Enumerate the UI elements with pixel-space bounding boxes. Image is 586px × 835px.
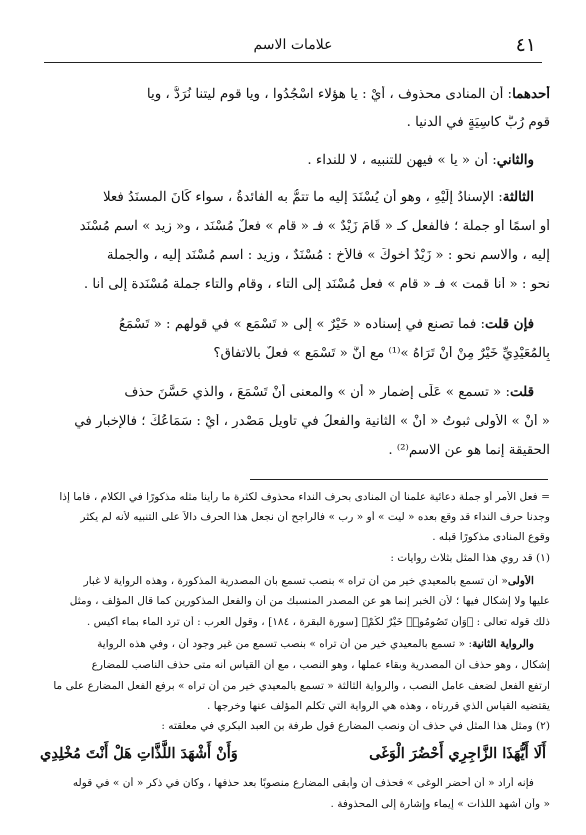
header-rule <box>44 62 542 63</box>
p3-line-2: أو اسمًا أو جملة ؛ فالفعل كـ « قَامَ زَيْدٌ » فـ « قام » فعلٌ مُسْنَد ، و« زيد » اسم مُسْنَد <box>79 219 550 234</box>
fn0-line-3: وقوع المنادى مذكورًا قبله . <box>432 531 550 543</box>
fn1-line-6: إشكال ، وهو حذف أن المصدرية وبقاء عملها ، وهو النصب ، مع أن القياس أنه متى حذف الناصب للمضارع <box>91 659 550 671</box>
p1-text-1: : أن المنادى محذوف ، أَيْ : يا هؤلاء اسْجُدُوا ، ويا قوم ليتنا نُرَدُّ ، ويا <box>146 87 513 102</box>
fn1-line-1: (١) قد روي هذا المثل بثلاث روايات : <box>390 552 550 564</box>
fn1-line-7: ارتفع الفعل لضعف عامل النصب ، والرواية الثالثة « تسمع بالمعيدي خير من أن تراه » برفع الفعل المضارع على ما <box>53 680 550 692</box>
p3-line-1 <box>40 189 534 205</box>
fn1-text-2: « أن تسمع بالمعيدي خير من أن تراه » بنصب تسمع بأن المصدرية المذكورة ، وهذه الرواية لا غبار <box>83 575 508 587</box>
p4-text-1: : فما تصنع في إسناده « خَيْرٌ » إلى « تَسْمَع » في قولهم : « تَسْمَعُ <box>118 317 486 332</box>
fn1-line-4: ذلك قوله تعالى : ﴿وَأَن تَصُومُوا۟ خَيْرٌ لَّكُمْ﴾ [سورة البقرة ، ١٨٤] ، وقول العرب : أن ترد الماء بماء أكيس . <box>86 616 550 628</box>
fn2-line-1: (٢) ومثل هذا المثل في حذف أن ونصب المضارع قول طرفة بن العبد البكري في معلقته : <box>161 720 550 732</box>
fn0-line-2: وجدنا حرف النداء قد وقع بعده « ليت » أو « رب » فالراجح أن نجعل هذا الحرف دالاً على التنبيه لأنه لم يكثر <box>80 511 550 523</box>
p1-line-2: قوم رُبَّ كاسِيَةٍ في الدنيا . <box>406 115 550 130</box>
p5-line-3: الحقيقة إنما هو عن الاسم⁽²⁾ . <box>388 443 550 458</box>
page-header <box>44 34 542 58</box>
p4-lead: فإن قلت <box>485 316 534 332</box>
fn1-line-8: يقتضيه القياس الذي قررناه ، وهذه هي الرواية التي تكلم المؤلف عنها وخرجها . <box>206 700 550 712</box>
fn1-line-2 <box>40 575 534 587</box>
fn0-line-1: = فعل الأمر أو جملة دعائية علمنا أن المنادى بحرف النداء محذوف لكثرة ما رأينا مثله مذكورًا في الكلام ، فأما إذا <box>59 491 550 503</box>
page-number: ٤١ <box>515 34 536 56</box>
p3-lead: الثالثة <box>502 189 534 205</box>
fn1-lead: الأولى <box>507 575 534 587</box>
p2-line-1 <box>40 152 534 168</box>
fn1-text-5: : « تسمع بالمعيدي خير من أن تراه » بنصب تسمع من غير وجود أن ، وفي هذه الرواية <box>97 638 473 650</box>
verse <box>40 745 546 771</box>
footnote-rule <box>250 479 548 480</box>
p5-lead: قلت <box>510 384 534 400</box>
p4-line-2: بِالْمُعَيْدِيِّ خَيْرٌ مِنْ أَنْ تَرَاهُ »⁽¹⁾ مع أنَّ « تَسْمَع » فعلٌ بالاتفاق؟ <box>213 346 550 361</box>
verse-first-hemistich: أَلَا أَيُّهَذَا الزَّاجِرِي أَحْضُرَ الْوَغَى <box>369 745 546 762</box>
p1-line-1 <box>40 86 550 102</box>
running-title: علامات الاسم <box>253 37 333 53</box>
fn1-lead-2: والرواية الثانية <box>472 638 534 650</box>
p5-text-1: : « تسمع » عَلَى إضمار « أن » والمعنى أنْ تَسْمَعَ ، والذي حَسَّنَ حذف <box>124 385 511 400</box>
p3-line-4: نحو : « أنا قمت » فـ « قام » فعل مُسْنَد إلى التاء ، وقام والتاء جملة مُسْنَدة إلى أنا . <box>83 277 550 292</box>
p1-lead: أحدهما <box>512 86 550 102</box>
fn1-line-3: عليها ولا إشكال فيها ؛ لأن الخبر إنما هو عن المصدر المنسبك من أن والفعل المذكورين كما قال المؤلف ، ومثل <box>69 595 550 607</box>
fn2-line-2: فإنه أراد « أن أحضر الوغى » فحذف أن وأبقى المضارع منصوبًا بعد حذفها ، وكان في ذكر « أن » في قوله <box>72 777 534 789</box>
p2-lead: والثاني <box>496 152 534 168</box>
p2-text-1: : أن « يا » فيهن للتنبيه ، لا للنداء . <box>307 153 497 168</box>
p5-line-2: « أنْ » الأُولى ثبوتُ « أنْ » الثانية والفعلُ في تأويل مَصْدرٍ ، أَيْ : سَمَاعُكَ ؛ فالإخبار في <box>74 414 550 429</box>
p3-text-1: : الإسنادُ إلَيْهِ ، وهو أن يُسْنَدَ إليه ما تتمُّ به الفائدةُ ، سواء كَانَ المسنَدُ فعلا <box>102 190 503 205</box>
fn1-line-5 <box>40 638 534 650</box>
p5-line-1 <box>40 384 534 400</box>
p3-line-3: إليه ، والاسم نحو : « زَيْدٌ أخوكَ » فالأخ : مُسْنَدٌ ، وزيد : اسم مُسْنَد إليه ، والجملة <box>106 248 550 263</box>
fn2-line-3: « وأن أشهد اللذات » إيماء وإشارة إلى المحذوفة . <box>330 798 550 810</box>
p4-line-1 <box>40 316 534 332</box>
verse-second-hemistich: وَأَنْ أَشْهَدَ اللَّذَّاتِ هَلْ أَنْتَ مُخْلِدِي <box>40 745 238 762</box>
